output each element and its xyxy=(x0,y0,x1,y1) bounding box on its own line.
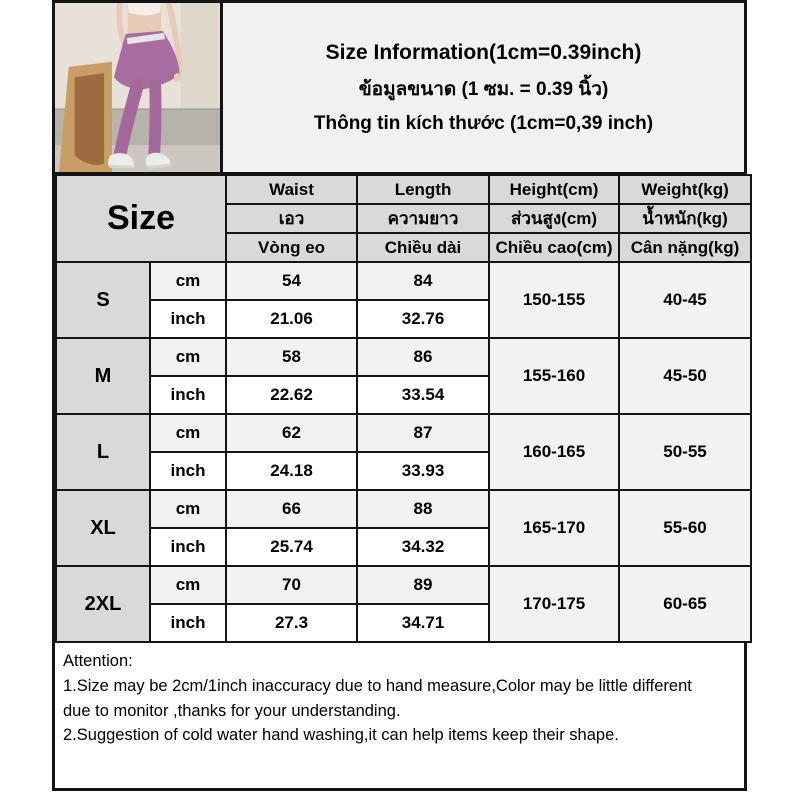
product-photo xyxy=(55,3,223,172)
attention-note-2: 2.Suggestion of cold water hand washing,it can help items keep their shape. xyxy=(63,726,619,745)
attention-notes xyxy=(55,643,744,788)
unit-cell: inch xyxy=(150,300,226,338)
attention-title: Attention: xyxy=(63,652,133,670)
waist-header-th: เอว xyxy=(226,204,357,233)
unit-cell: cm xyxy=(150,338,226,376)
product-photo-illustration xyxy=(55,3,220,172)
unit-cell: cm xyxy=(150,414,226,452)
value-cell: 89 xyxy=(357,566,489,604)
value-cell: 50-55 xyxy=(619,414,751,490)
title-block xyxy=(223,3,744,172)
value-cell: 170-175 xyxy=(489,566,619,642)
value-cell: 54 xyxy=(226,262,357,300)
value-cell: 40-45 xyxy=(619,262,751,338)
value-cell: 62 xyxy=(226,414,357,452)
title-english: Size Information(1cm=0.39inch) xyxy=(325,40,642,64)
value-cell: 88 xyxy=(357,490,489,528)
value-cell: 32.76 xyxy=(357,300,489,338)
value-cell: 21.06 xyxy=(226,300,357,338)
weight-header-th: น้ำหนัก(kg) xyxy=(619,204,751,233)
weight-header-vi: Cân nặng(kg) xyxy=(619,233,751,262)
size-info-sheet xyxy=(52,0,747,791)
unit-cell: cm xyxy=(150,490,226,528)
value-cell: 60-65 xyxy=(619,566,751,642)
size-label-m: M xyxy=(56,338,150,414)
unit-cell: inch xyxy=(150,604,226,642)
top-section xyxy=(55,3,744,174)
waist-header-en: Waist xyxy=(226,175,357,204)
value-cell: 150-155 xyxy=(489,262,619,338)
unit-cell: cm xyxy=(150,566,226,604)
value-cell: 155-160 xyxy=(489,338,619,414)
value-cell: 87 xyxy=(357,414,489,452)
value-cell: 27.3 xyxy=(226,604,357,642)
value-cell: 34.32 xyxy=(357,528,489,566)
value-cell: 22.62 xyxy=(226,376,357,414)
height-header-en: Height(cm) xyxy=(489,175,619,204)
value-cell: 55-60 xyxy=(619,490,751,566)
title-vietnamese: Thông tin kích thước (1cm=0,39 inch) xyxy=(313,112,654,134)
length-header-en: Length xyxy=(357,175,489,204)
wall-shade xyxy=(181,3,220,112)
attention-note-1a: 1.Size may be 2cm/1inch inaccuracy due to hand measure,Color may be little different xyxy=(63,676,692,695)
height-header-th: ส่วนสูง(cm) xyxy=(489,204,619,233)
value-cell: 86 xyxy=(357,338,489,376)
value-cell: 58 xyxy=(226,338,357,376)
length-header-vi: Chiều dài xyxy=(357,233,489,262)
value-cell: 33.93 xyxy=(357,452,489,490)
unit-cell: inch xyxy=(150,452,226,490)
value-cell: 34.71 xyxy=(357,604,489,642)
length-header-th: ความยาว xyxy=(357,204,489,233)
value-cell: 33.54 xyxy=(357,376,489,414)
size-label-s: S xyxy=(56,262,150,338)
size-label-2xl: 2XL xyxy=(56,566,150,642)
size-header-cell: Size xyxy=(56,175,226,262)
size-label-xl: XL xyxy=(56,490,150,566)
value-cell: 165-170 xyxy=(489,490,619,566)
value-cell: 70 xyxy=(226,566,357,604)
value-cell: 45-50 xyxy=(619,338,751,414)
value-cell: 25.74 xyxy=(226,528,357,566)
value-cell: 24.18 xyxy=(226,452,357,490)
attention-note-1b: due to monitor ,thanks for your understanding. xyxy=(63,701,401,720)
size-label-l: L xyxy=(56,414,150,490)
title-thai: ข้อมูลขนาด (1 ซม. = 0.39 นิ้ว) xyxy=(358,78,609,100)
height-header-vi: Chiều cao(cm) xyxy=(489,233,619,262)
value-cell: 160-165 xyxy=(489,414,619,490)
size-table xyxy=(55,174,752,643)
unit-cell: inch xyxy=(150,376,226,414)
value-cell: 66 xyxy=(226,490,357,528)
weight-header-en: Weight(kg) xyxy=(619,175,751,204)
waist-header-vi: Vòng eo xyxy=(226,233,357,262)
unit-cell: inch xyxy=(150,528,226,566)
unit-cell: cm xyxy=(150,262,226,300)
value-cell: 84 xyxy=(357,262,489,300)
